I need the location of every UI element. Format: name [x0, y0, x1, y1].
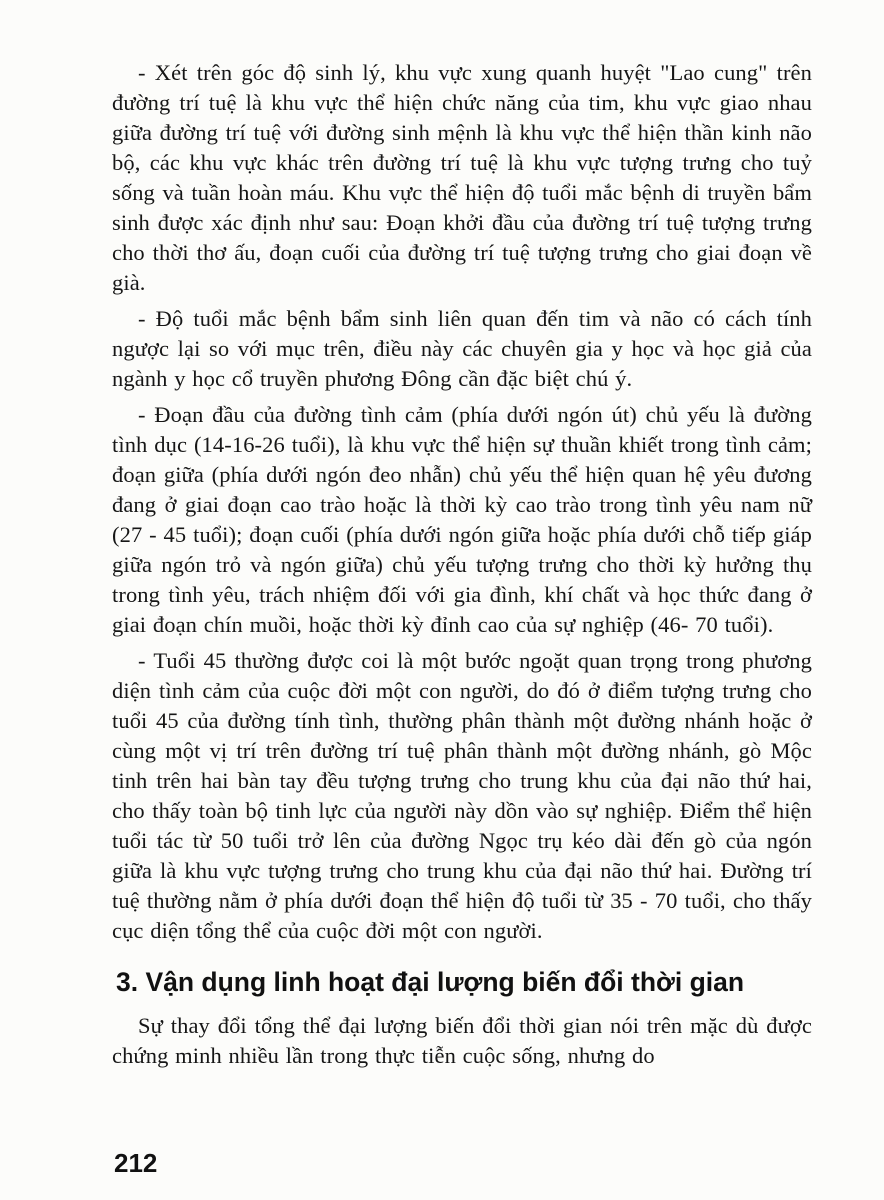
closing-paragraph: Sự thay đổi tổng thể đại lượng biến đổi thời gian nói trên mặc dù được chứng minh nhiều lần trong thực tiễn cuộc sống, nhưng do — [112, 1013, 812, 1068]
page-number: 212 — [114, 1148, 158, 1178]
section-heading: 3. Vận dụng linh hoạt đại lượng biến đổi thời gian — [116, 967, 745, 997]
body-paragraph-3: - Đoạn đầu của đường tình cảm (phía dưới ngón út) chủ yếu là đường tình dục (14-16-26 tuổi), là khu vực thể hiện sự thuần khiết trong tình cảm; đoạn giữa (phía dưới ngón đeo nhẫn) chủ yếu thể hiện quan hệ yêu đương đang ở giai đoạn cao trào hoặc là thời kỳ cao trào trong tình yêu nam nữ (27 - 45 tuổi); đoạn cuối (phía dưới ngón giữa hoặc phía dưới chỗ tiếp giáp giữa ngón trỏ và ngón giữa) chủ yếu tượng trưng cho thời kỳ hưởng thụ trong tình yêu, trách nhiệm đối với gia đình, khí chất và học thức đang ở giai đoạn chín muồi, hoặc thời kỳ đỉnh cao của sự nghiệp (46- 70 tuổi). — [112, 402, 812, 637]
body-paragraph-1: - Xét trên góc độ sinh lý, khu vực xung quanh huyệt "Lao cung" trên đường trí tuệ là khu vực thể hiện chức năng của tim, khu vực giao nhau giữa đường trí tuệ với đường sinh mệnh là khu vực thể hiện thần kinh não bộ, các khu vực khác trên đường trí tuệ là khu vực tượng trưng cho tuỷ sống và tuần hoàn máu. Khu vực thể hiện độ tuổi mắc bệnh di truyền bẩm sinh được xác định như sau: Đoạn khởi đầu của đường trí tuệ tượng trưng cho thời thơ ấu, đoạn cuối của đường trí tuệ tượng trưng cho giai đoạn về già. — [112, 60, 812, 295]
body-paragraph-4: - Tuổi 45 thường được coi là một bước ngoặt quan trọng trong phương diện tình cảm của cuộc đời một con người, do đó ở điểm tượng trưng cho tuổi 45 của đường tính tình, thường phân thành một đường nhánh hoặc ở cùng một vị trí trên đường trí tuệ phân thành một đường nhánh, gò Mộc tinh trên hai bàn tay đều tượng trưng cho trung khu của đại não thứ hai, cho thấy toàn bộ tinh lực của người này dồn vào sự nghiệp. Điểm thể hiện tuổi tác từ 50 tuổi trở lên của đường Ngọc trụ kéo dài đến gò của ngón giữa là khu vực tượng trưng cho trung khu của đại não thứ hai. Đường trí tuệ thường nằm ở phía dưới đoạn thể hiện độ tuổi từ 35 - 70 tuổi, cho thấy cục diện tổng thể của cuộc đời một con người. — [112, 648, 812, 943]
body-paragraph-2: - Độ tuổi mắc bệnh bẩm sinh liên quan đến tim và não có cách tính ngược lại so với mục trên, điều này các chuyên gia y học và học giả của ngành y học cổ truyền phương Đông cần đặc biệt chú ý. — [112, 306, 812, 391]
text-block — [112, 58, 812, 1077]
